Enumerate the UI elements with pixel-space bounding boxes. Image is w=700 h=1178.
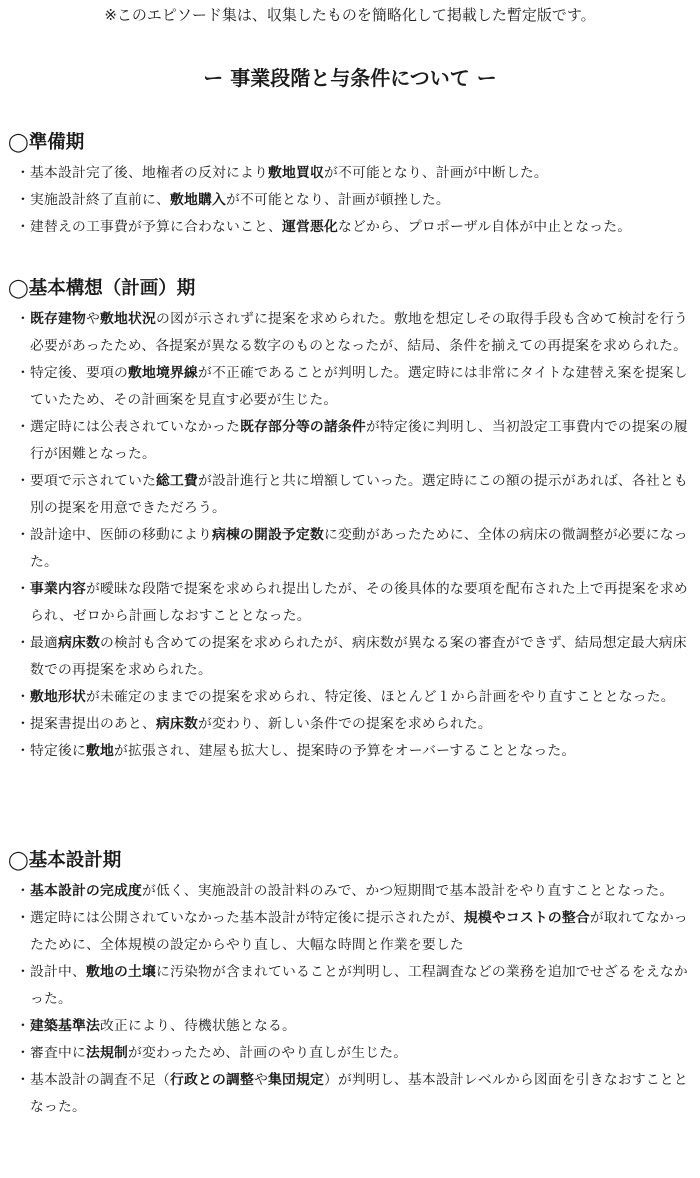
- item-text: 基本設計完了後、地権者の反対により: [30, 165, 268, 181]
- list-item: [8, 1067, 692, 1121]
- bullet-mark: ・: [16, 743, 30, 759]
- item-text: が変わり、新しい条件での提案を求められた。: [197, 716, 492, 732]
- item-text: 特定後、要項の: [30, 365, 128, 381]
- emphasis-text: 既存部分等の諸条件: [239, 419, 366, 435]
- list-item: [8, 684, 692, 711]
- episode-list: [8, 306, 692, 765]
- emphasis-text: 規模やコストの整合: [463, 910, 590, 926]
- bullet-mark: ・: [16, 473, 30, 489]
- list-item: [8, 468, 692, 522]
- bullet-mark: ・: [16, 883, 30, 899]
- item-text: 選定時には公開されていなかった基本設計が特定後に提示されたが、: [30, 910, 464, 926]
- list-item: [8, 214, 692, 241]
- item-text: ）が判明し、基本設計レベルから図面を引きなおすこととなった。: [30, 1072, 688, 1115]
- emphasis-text: 基本設計の完成度: [30, 883, 142, 899]
- item-text: 提案書提出のあと、: [30, 716, 156, 732]
- item-text: 特定後に: [30, 743, 86, 759]
- bullet-mark: ・: [16, 192, 30, 208]
- list-item: [8, 306, 692, 360]
- emphasis-text: 事業内容: [30, 581, 86, 597]
- bullet-mark: ・: [16, 1018, 30, 1034]
- section-title-preparation: ◯準備期: [8, 132, 85, 153]
- item-text: が拡張され、建屋も拡大し、提案時の予算をオーバーすることとなった。: [114, 743, 576, 759]
- bullet-mark: ・: [16, 910, 30, 926]
- section-basic-concept: [8, 276, 692, 765]
- bullet-mark: ・: [16, 689, 30, 705]
- list-item: [8, 414, 692, 468]
- bullet-mark: ・: [16, 311, 30, 327]
- item-text: が特定後に判明し、当初設定工事費内での提案の履行が困難となった。: [30, 419, 688, 462]
- item-text: が低く、実施設計の設計料のみで、かつ短期間で基本設計をやり直すこととなった。: [141, 883, 674, 899]
- section-preparation: [8, 130, 692, 241]
- bullet-mark: ・: [16, 581, 30, 597]
- item-text: 最適: [30, 635, 58, 651]
- bullet-mark: ・: [16, 165, 30, 181]
- item-text: が不可能となり、計画が頓挫した。: [225, 192, 450, 208]
- item-text: が不可能となり、計画が中断した。: [323, 165, 548, 181]
- episode-list: [8, 160, 692, 241]
- list-item: [8, 522, 692, 576]
- item-text: 審査中に: [30, 1045, 86, 1061]
- list-item: [8, 630, 692, 684]
- item-text: に汚染物が含まれていることが判明し、工程調査などの業務を追加でせざるをえなかった。: [30, 964, 688, 1007]
- emphasis-text: 敷地買収: [267, 165, 324, 181]
- bullet-mark: ・: [16, 716, 30, 732]
- item-text: 要項で示されていた: [30, 473, 156, 489]
- emphasis-text: 敷地: [86, 743, 114, 759]
- emphasis-text: 既存建物: [30, 311, 86, 327]
- bullet-mark: ・: [16, 635, 30, 651]
- emphasis-text: 法規制: [86, 1045, 128, 1061]
- item-text: が取れてなかったために、全体規模の設定からやり直し、大幅な時間と作業を要した: [30, 910, 688, 953]
- item-text: の図が示されずに提案を求められた。敷地を想定しその取得手段も含めて検討を行う必要があったため、各提案が異なる数字のものとなったが、結局、条件を揃えての再提案を求められた。: [30, 311, 688, 354]
- item-text: 選定時には公表されていなかった: [30, 419, 240, 435]
- item-text: が設計進行と共に増額していった。選定時にこの額の提示があれば、各社とも別の提案を用意できただろう。: [30, 473, 688, 516]
- bullet-mark: ・: [16, 219, 30, 235]
- item-text: が未確定のままでの提案を求められ、特定後、ほとんど１から計画をやり直すこととなった。: [86, 689, 675, 705]
- bullet-mark: ・: [16, 365, 30, 381]
- list-item: [8, 187, 692, 214]
- item-text: や: [86, 311, 100, 327]
- emphasis-text: 敷地形状: [30, 689, 86, 705]
- item-text: 実施設計終了直前に、: [30, 192, 170, 208]
- item-text: が変わったため、計画のやり直しが生じた。: [128, 1045, 408, 1061]
- page-title: ー 事業段階と与条件について ー: [203, 66, 497, 90]
- list-item: [8, 959, 692, 1013]
- list-item: [8, 1013, 692, 1040]
- emphasis-text: 病床数: [155, 716, 198, 732]
- provisional-note: ※このエピソード集は、収集したものを簡略化して掲載した暫定版です。: [104, 6, 596, 24]
- section-title-basic-concept: ◯基本構想（計画）期: [8, 278, 196, 299]
- item-text: が曖昧な段階で提案を求められ提出したが、その後具体的な要項を配布された上で再提案を求められ、ゼロから計画しなおすこととなった。: [30, 581, 688, 624]
- item-text: 設計中、: [30, 964, 86, 980]
- emphasis-text: 敷地境界線: [127, 365, 198, 381]
- bullet-mark: ・: [16, 419, 30, 435]
- item-text: に変動があったために、全体の病床の微調整が必要になった。: [30, 527, 688, 570]
- list-item: [8, 905, 692, 959]
- emphasis-text: 集団規定: [267, 1072, 324, 1088]
- list-item: [8, 738, 692, 765]
- emphasis-text: 敷地購入: [169, 192, 226, 208]
- section-title-basic-design: ◯基本設計期: [8, 850, 122, 871]
- section-basic-design: [8, 848, 692, 1121]
- emphasis-text: 敷地の土壌: [86, 964, 156, 980]
- list-item: [8, 1040, 692, 1067]
- item-text: の検討も含めての提案を求められたが、病床数が異なる案の審査ができず、結局想定最大病床数での再提案を求められた。: [30, 635, 687, 678]
- emphasis-text: 病棟の開設予定数: [211, 527, 324, 543]
- item-text: 設計途中、医師の移動により: [30, 527, 212, 543]
- bullet-mark: ・: [16, 527, 30, 543]
- bullet-mark: ・: [16, 964, 30, 980]
- emphasis-text: 病床数: [58, 635, 100, 651]
- item-text: 改正により、待機状態となる。: [99, 1018, 296, 1034]
- list-item: [8, 878, 692, 905]
- item-text: などから、プロポーザル自体が中止となった。: [337, 219, 632, 235]
- list-item: [8, 576, 692, 630]
- item-text: が不正確であることが判明した。選定時には非常にタイトな建替え案を提案していたため、その計画案を見直す必要が生じた。: [30, 365, 688, 408]
- item-text: 建替えの工事費が予算に合わないこと、: [30, 219, 282, 235]
- emphasis-text: 運営悪化: [281, 219, 338, 235]
- list-item: [8, 160, 692, 187]
- emphasis-text: 行政との調整: [169, 1072, 254, 1088]
- list-item: [8, 711, 692, 738]
- list-item: [8, 360, 692, 414]
- bullet-mark: ・: [16, 1045, 30, 1061]
- item-text: や: [253, 1072, 268, 1088]
- item-text: 基本設計の調査不足（: [30, 1072, 170, 1088]
- emphasis-text: 総工費: [155, 473, 198, 489]
- bullet-mark: ・: [16, 1072, 30, 1088]
- emphasis-text: 建築基準法: [30, 1018, 100, 1034]
- emphasis-text: 敷地状況: [100, 311, 156, 327]
- episode-list: [8, 878, 692, 1121]
